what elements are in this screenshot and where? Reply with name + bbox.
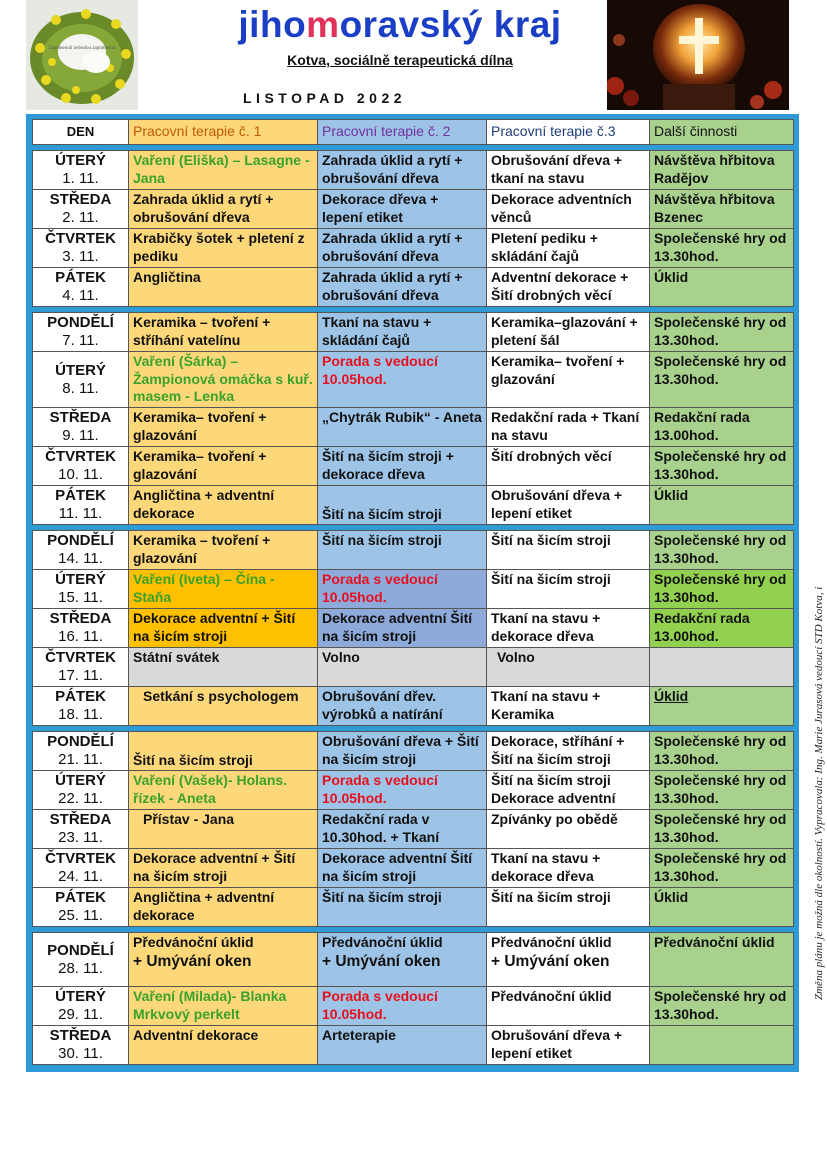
activity-cell: Předvánoční úklid xyxy=(487,987,650,1026)
activity-cell: Šití drobných věcí xyxy=(487,447,650,486)
day-date: 23. 11. xyxy=(58,829,103,846)
day-cell xyxy=(33,486,129,525)
activity-cell: Angličtina xyxy=(129,268,318,307)
activity-cell xyxy=(129,933,318,987)
day-date: 9. 11. xyxy=(62,427,99,444)
day-cell xyxy=(33,732,129,771)
activity-cell: Společenské hry od 13.30hod. xyxy=(650,771,794,810)
table-row xyxy=(33,531,794,570)
day-name: PONDĚLÍ xyxy=(47,733,114,750)
activity-cell xyxy=(650,1026,794,1065)
day-name: ČTVRTEK xyxy=(45,448,116,465)
day-name: PONDĚLÍ xyxy=(47,314,114,331)
activity-cell: Návštěva hřbitova Radějov xyxy=(650,151,794,190)
day-date: 16. 11. xyxy=(58,628,103,645)
activity-cell xyxy=(318,933,487,987)
day-date: 24. 11. xyxy=(58,868,103,885)
activity-cell: Volno xyxy=(487,648,650,687)
schedule-table xyxy=(32,119,794,1065)
day-name: PÁTEK xyxy=(55,688,106,705)
activity-line: Předvánoční úklid xyxy=(133,934,254,950)
activity-cell: Krabičky šotek + pletení z pediku xyxy=(129,229,318,268)
table-row xyxy=(33,933,794,987)
activity-cell: Předvánoční úklid xyxy=(650,933,794,987)
activity-cell: Pletení pediku + skládání čajů xyxy=(487,229,650,268)
activity-cell: Tkaní na stavu + Keramika xyxy=(487,687,650,726)
activity-cell: Šití na šicím stroji xyxy=(318,486,487,525)
day-cell xyxy=(33,268,129,307)
day-date: 29. 11. xyxy=(58,1006,103,1023)
activity-cell: Obrušování dřeva + Šití na šicím stroji xyxy=(318,732,487,771)
day-date: 8. 11. xyxy=(62,379,99,397)
day-date: 21. 11. xyxy=(58,751,103,768)
day-date: 22. 11. xyxy=(58,790,103,807)
header-col2: Pracovní terapie č. 2 xyxy=(318,120,487,145)
day-date: 17. 11. xyxy=(58,667,103,684)
day-cell xyxy=(33,648,129,687)
day-name: STŘEDA xyxy=(49,409,112,426)
day-date: 1. 11. xyxy=(62,170,99,187)
activity-cell: Společenské hry od 13.30hod. xyxy=(650,570,794,609)
activity-cell: Keramika – tvoření + glazování xyxy=(129,531,318,570)
activity-cell: Šití na šicím stroji xyxy=(487,531,650,570)
day-name: ČTVRTEK xyxy=(45,850,116,867)
activity-cell: Návštěva hřbitova Bzenec xyxy=(650,190,794,229)
activity-cell: Úklid xyxy=(650,268,794,307)
day-name: STŘEDA xyxy=(49,610,112,627)
day-cell xyxy=(33,888,129,927)
activity-cell: Vaření (Šárka) – Žampionová omáčka s kuř. masem - Lenka xyxy=(129,352,318,408)
day-date: 14. 11. xyxy=(58,550,103,567)
activity-cell: Keramika – tvoření + stříhání vatelínu xyxy=(129,313,318,352)
day-date: 4. 11. xyxy=(62,287,99,304)
activity-cell: Společenské hry od 13.30hod. xyxy=(650,531,794,570)
header-col3: Pracovní terapie č.3 xyxy=(487,120,650,145)
activity-line: + Umývání oken xyxy=(322,952,441,970)
side-note-text: Změna plánu je možná dle okolností. Vypracovala: Ing. Marie Jurasová vedoucí STD Kotva, i xyxy=(813,586,825,1000)
title-part-a: jiho xyxy=(238,4,307,45)
subtitle: Kotva, sociálně terapeutická dílna xyxy=(287,52,513,68)
table-row xyxy=(33,268,794,307)
day-date: 11. 11. xyxy=(58,505,103,522)
activity-cell: Státní svátek xyxy=(129,648,318,687)
day-date: 25. 11. xyxy=(58,907,103,924)
activity-cell: „Chytrák Rubik“ - Aneta xyxy=(318,408,487,447)
activity-cell: Tkaní na stavu + dekorace dřeva xyxy=(487,609,650,648)
activity-cell: Keramika– tvoření + glazování xyxy=(129,447,318,486)
day-name: PONDĚLÍ xyxy=(47,532,114,549)
day-cell xyxy=(33,570,129,609)
table-header-row xyxy=(33,120,794,145)
activity-cell: Redakční rada + Tkaní na stavu xyxy=(487,408,650,447)
day-date: 3. 11. xyxy=(62,248,99,265)
header-col4: Další činnosti xyxy=(650,120,794,145)
day-name: ÚTERÝ xyxy=(55,361,106,379)
activity-cell: Vaření (Eliška) – Lasagne - Jana xyxy=(129,151,318,190)
activity-cell: Společenské hry od 13.30hod. xyxy=(650,352,794,408)
table-row xyxy=(33,987,794,1026)
activity-cell: Společenské hry od 13.30hod. xyxy=(650,732,794,771)
day-date: 10. 11. xyxy=(58,466,103,483)
activity-cell: Dekorace adventní + Šití na šicím stroji xyxy=(129,609,318,648)
activity-line: + Umývání oken xyxy=(133,952,252,970)
activity-cell: Obrušování dřev. výrobků a natírání xyxy=(318,687,487,726)
activity-cell xyxy=(650,648,794,687)
activity-cell: Porada s vedoucí 10.05hod. xyxy=(318,987,487,1026)
activity-cell: Dekorace adventní + Šití na šicím stroji xyxy=(129,849,318,888)
day-cell xyxy=(33,447,129,486)
wreath-photo xyxy=(26,0,138,110)
day-name: STŘEDA xyxy=(49,1027,112,1044)
activity-cell: Zahrada úklid a rytí + obrušování dřeva xyxy=(318,268,487,307)
activity-cell: Keramika– tvoření + glazování xyxy=(129,408,318,447)
day-name: PÁTEK xyxy=(55,269,106,286)
day-name: STŘEDA xyxy=(49,191,112,208)
day-cell xyxy=(33,408,129,447)
activity-cell: Vaření (Vašek)- Holans. řízek - Aneta xyxy=(129,771,318,810)
activity-cell: Dekorace adventní Šití na šicím stroji xyxy=(318,849,487,888)
table-row xyxy=(33,570,794,609)
table-row xyxy=(33,313,794,352)
activity-cell: Šití na šicím stroji xyxy=(318,531,487,570)
side-note xyxy=(797,320,827,1000)
activity-cell: Arteterapie xyxy=(318,1026,487,1065)
activity-cell: Keramika– tvoření + glazování xyxy=(487,352,650,408)
title-part-b: oravský kraj xyxy=(339,4,562,45)
day-date: 7. 11. xyxy=(62,332,99,349)
day-cell xyxy=(33,771,129,810)
activity-cell: Porada s vedoucí 10.05hod. xyxy=(318,352,487,408)
activity-cell: Setkání s psychologem xyxy=(129,687,318,726)
day-cell xyxy=(33,190,129,229)
schedule-frame xyxy=(26,114,799,1072)
day-cell xyxy=(33,229,129,268)
activity-cell: Šití na šicím stroji xyxy=(487,570,650,609)
activity-cell: Tkaní na stavu + dekorace dřeva xyxy=(487,849,650,888)
day-name: ÚTERÝ xyxy=(55,772,106,789)
activity-cell: Obrušování dřeva + tkaní na stavu xyxy=(487,151,650,190)
activity-line: Předvánoční úklid xyxy=(322,934,443,950)
activity-cell: Úklid xyxy=(650,687,794,726)
activity-cell: Zahrada úklid a rytí + obrušování dřeva xyxy=(129,190,318,229)
activity-cell: Společenské hry od 13.30hod. xyxy=(650,849,794,888)
table-row xyxy=(33,408,794,447)
activity-cell: Redakční rada 13.00hod. xyxy=(650,609,794,648)
activity-cell: Šití na šicím stroji + dekorace dřeva xyxy=(318,447,487,486)
activity-cell: Zpívánky po obědě xyxy=(487,810,650,849)
activity-cell: Adventní dekorace xyxy=(129,1026,318,1065)
activity-cell: Šití na šicím stroji xyxy=(318,888,487,927)
day-cell xyxy=(33,352,129,408)
table-row xyxy=(33,609,794,648)
activity-cell: Společenské hry od 13.30hod. xyxy=(650,447,794,486)
candle-photo xyxy=(607,0,789,110)
table-row xyxy=(33,151,794,190)
activity-cell: Zahrada úklid a rytí + obrušování dřeva xyxy=(318,151,487,190)
header-col1: Pracovní terapie č. 1 xyxy=(129,120,318,145)
activity-line: Předvánoční úklid xyxy=(491,934,612,950)
activity-cell xyxy=(487,933,650,987)
day-cell xyxy=(33,810,129,849)
activity-cell: Přístav - Jana xyxy=(129,810,318,849)
activity-cell: Společenské hry od 13.30hod. xyxy=(650,987,794,1026)
activity-cell: Obrušování dřeva + lepení etiket xyxy=(487,1026,650,1065)
activity-cell: Adventní dekorace + Šití drobných věcí xyxy=(487,268,650,307)
table-row xyxy=(33,352,794,408)
day-name: PONDĚLÍ xyxy=(47,941,114,959)
day-cell xyxy=(33,687,129,726)
wreath-text: Zapomenutí nebudou zapomenuti xyxy=(48,46,116,51)
day-name: PÁTEK xyxy=(55,889,106,906)
activity-cell: Šití na šicím stroji Dekorace adventní xyxy=(487,771,650,810)
day-name: ÚTERÝ xyxy=(55,152,106,169)
activity-cell: Porada s vedoucí 10.05hod. xyxy=(318,570,487,609)
day-cell xyxy=(33,609,129,648)
day-cell xyxy=(33,987,129,1026)
activity-cell: Angličtina + adventní dekorace xyxy=(129,486,318,525)
activity-cell: Redakční rada v 10.30hod. + Tkaní xyxy=(318,810,487,849)
day-name: ÚTERÝ xyxy=(55,988,106,1005)
table-row xyxy=(33,447,794,486)
activity-cell: Angličtina + adventní dekorace xyxy=(129,888,318,927)
day-cell xyxy=(33,1026,129,1065)
table-row xyxy=(33,810,794,849)
day-name: ČTVRTEK xyxy=(45,649,116,666)
day-name: ČTVRTEK xyxy=(45,230,116,247)
activity-cell: Dekorace dřeva + lepení etiket xyxy=(318,190,487,229)
page-title xyxy=(215,4,585,46)
month-heading: LISTOPAD 2022 xyxy=(243,90,407,106)
day-cell xyxy=(33,933,129,987)
day-date: 15. 11. xyxy=(58,589,103,606)
activity-cell: Tkaní na stavu + skládání čajů xyxy=(318,313,487,352)
title-letter-m: m xyxy=(306,4,340,45)
table-row xyxy=(33,486,794,525)
day-cell xyxy=(33,151,129,190)
table-row xyxy=(33,648,794,687)
day-date: 30. 11. xyxy=(58,1045,103,1062)
activity-cell: Dekorace adventních věnců xyxy=(487,190,650,229)
day-name: PÁTEK xyxy=(55,487,106,504)
activity-cell: Dekorace adventní Šití na šicím stroji xyxy=(318,609,487,648)
activity-cell: Společenské hry od 13.30hod. xyxy=(650,313,794,352)
activity-cell: Obrušování dřeva + lepení etiket xyxy=(487,486,650,525)
table-row xyxy=(33,771,794,810)
activity-cell: Dekorace, stříhání + Šití na šicím stroji xyxy=(487,732,650,771)
activity-cell: Společenské hry od 13.30hod. xyxy=(650,810,794,849)
activity-cell: Volno xyxy=(318,648,487,687)
day-cell xyxy=(33,313,129,352)
day-name: ÚTERÝ xyxy=(55,571,106,588)
activity-cell: Úklid xyxy=(650,888,794,927)
activity-cell: Vaření (Iveta) – Čína - Staňa xyxy=(129,570,318,609)
activity-cell: Úklid xyxy=(650,486,794,525)
activity-cell: Keramika–glazování + pletení šál xyxy=(487,313,650,352)
header-day: DEN xyxy=(33,120,129,145)
table-row xyxy=(33,687,794,726)
activity-line: + Umývání oken xyxy=(491,952,610,970)
table-row xyxy=(33,888,794,927)
activity-cell: Vaření (Milada)- Blanka Mrkvový perkelt xyxy=(129,987,318,1026)
activity-cell: Redakční rada 13.00hod. xyxy=(650,408,794,447)
day-date: 28. 11. xyxy=(58,959,103,977)
day-date: 18. 11. xyxy=(58,706,103,723)
activity-cell: Šití na šicím stroji xyxy=(487,888,650,927)
day-cell xyxy=(33,849,129,888)
table-row xyxy=(33,849,794,888)
activity-cell: Šití na šicím stroji xyxy=(129,732,318,771)
day-name: STŘEDA xyxy=(49,811,112,828)
day-cell xyxy=(33,531,129,570)
table-row xyxy=(33,190,794,229)
activity-cell: Porada s vedoucí 10.05hod. xyxy=(318,771,487,810)
activity-cell: Zahrada úklid a rytí + obrušování dřeva xyxy=(318,229,487,268)
activity-cell: Společenské hry od 13.30hod. xyxy=(650,229,794,268)
table-row xyxy=(33,1026,794,1065)
table-row xyxy=(33,229,794,268)
table-row xyxy=(33,732,794,771)
day-date: 2. 11. xyxy=(62,209,99,226)
